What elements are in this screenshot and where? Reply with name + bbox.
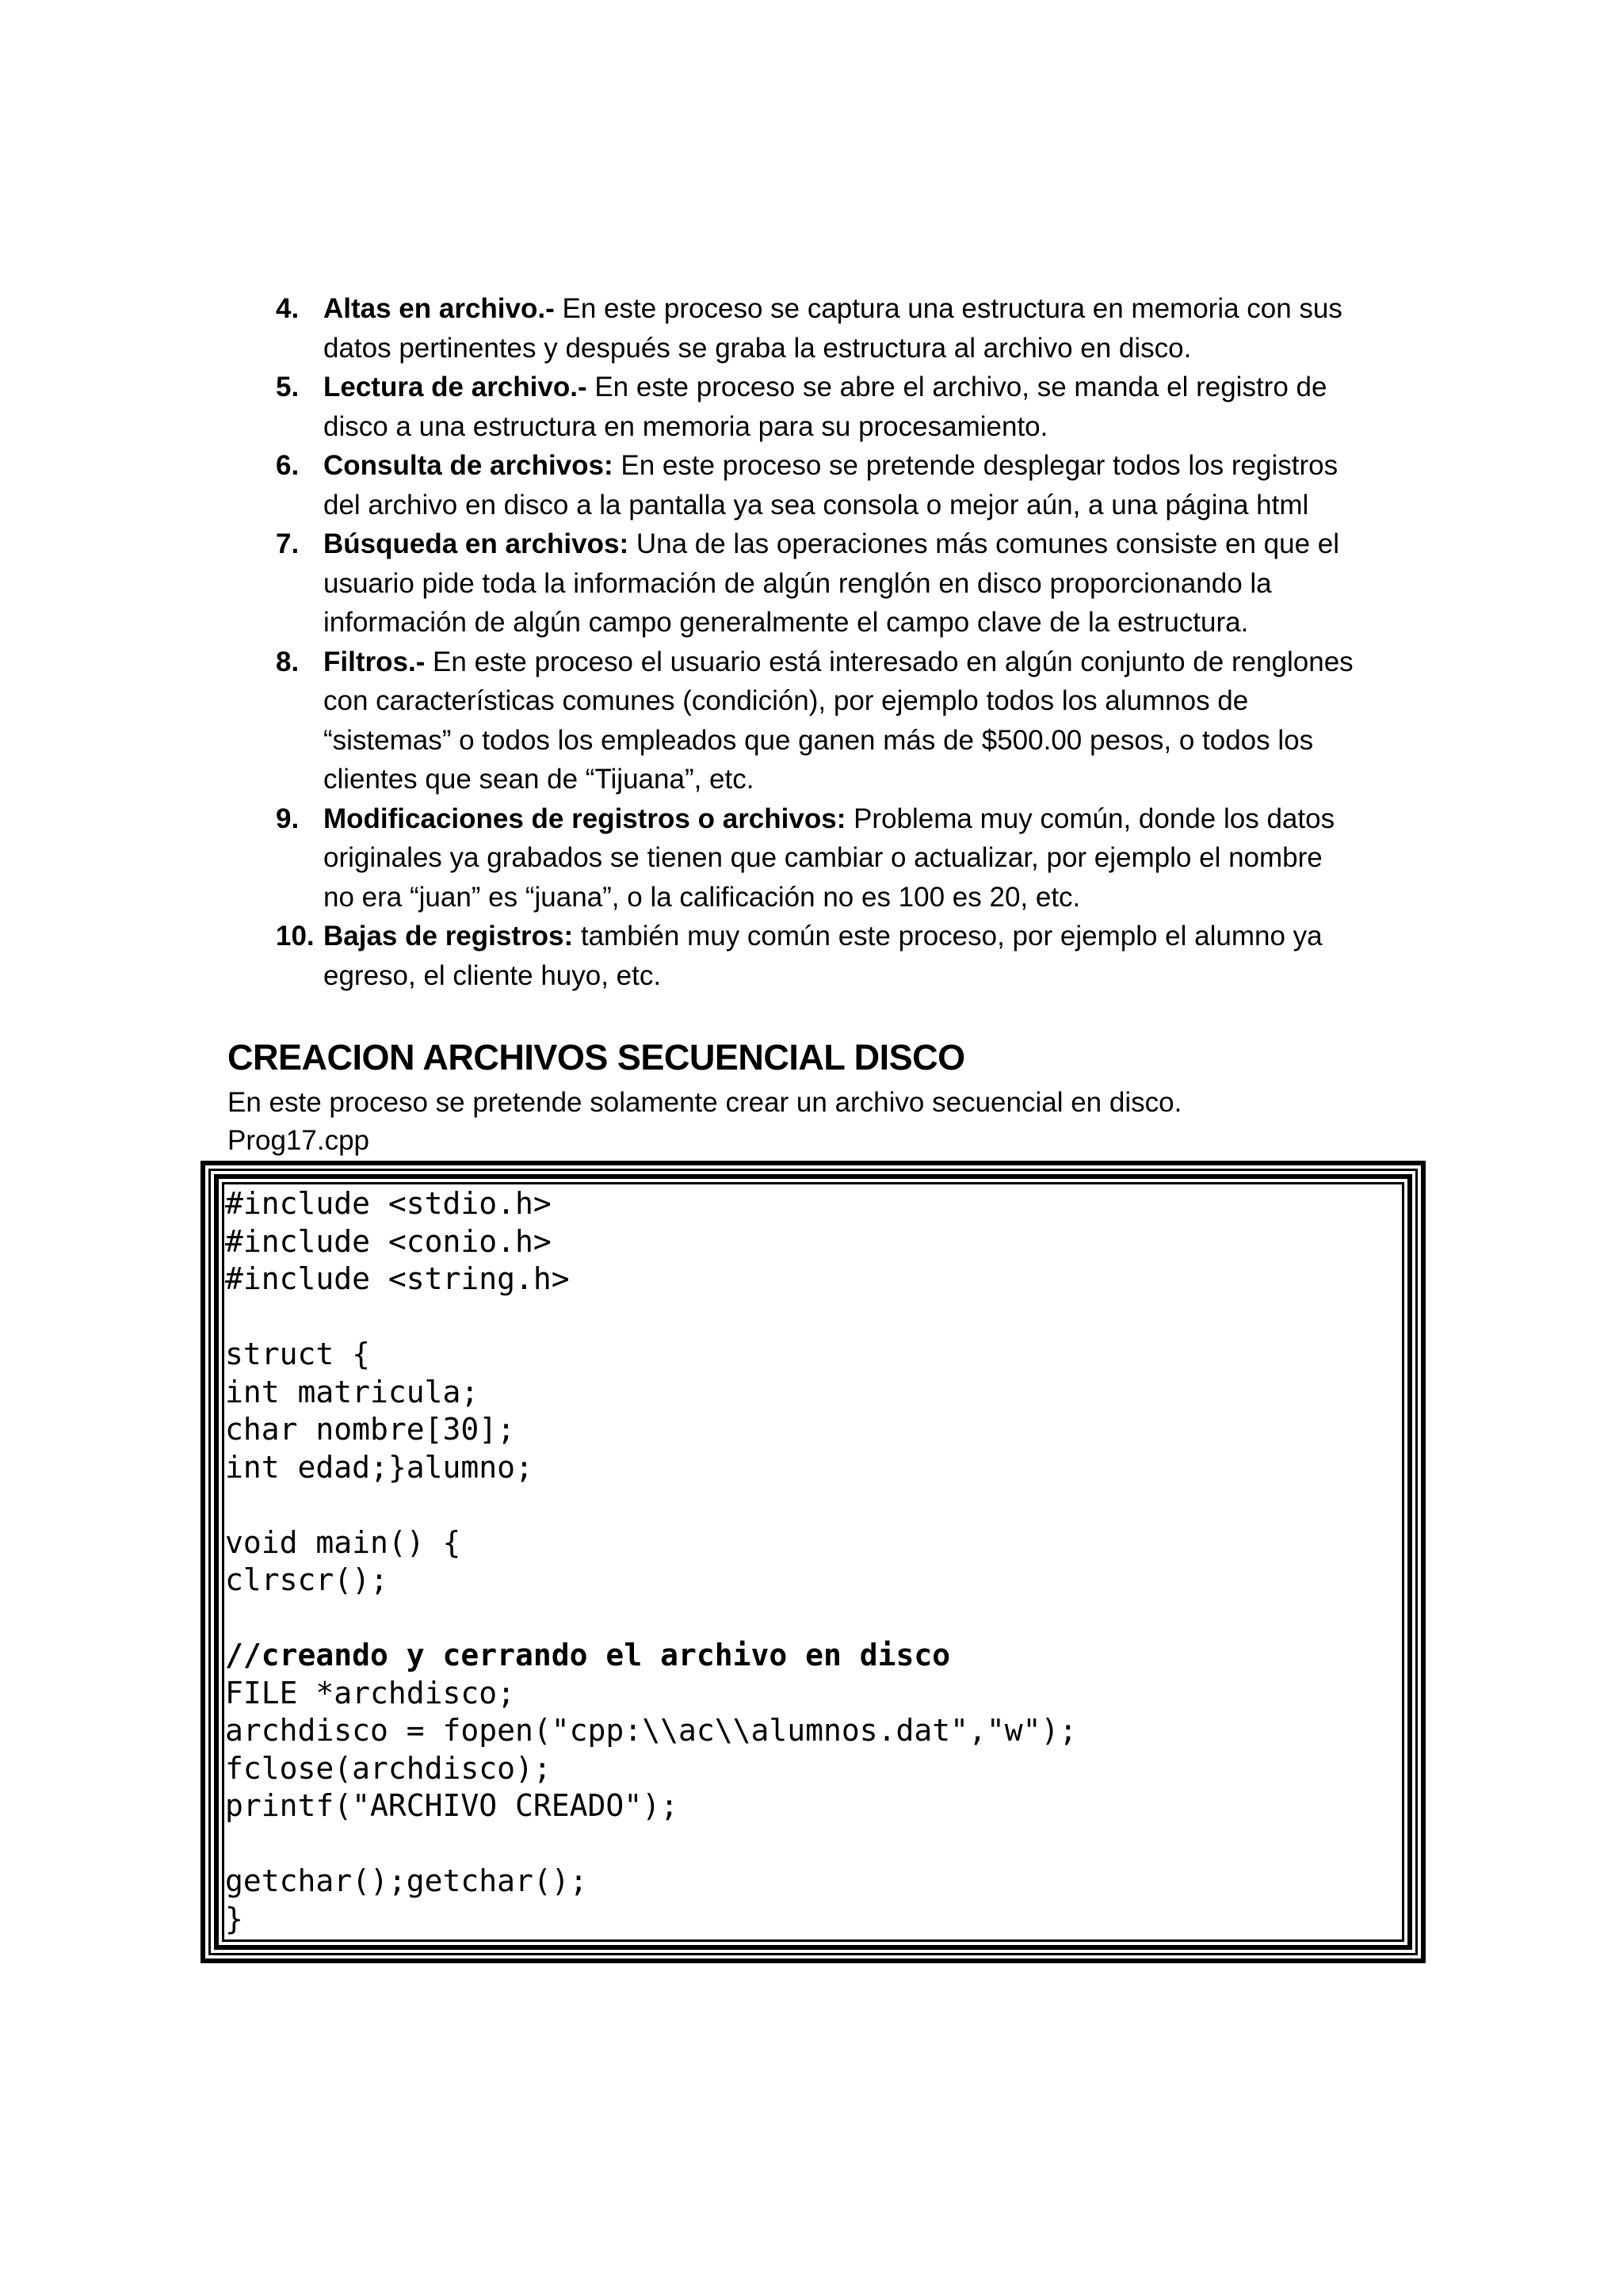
list-item-line: En este proceso se pretende desplegar todos los registros [613,450,1338,481]
list-item-text [323,293,1342,364]
list-item-text [323,528,1339,638]
list-item-text [323,803,1335,913]
code-line [225,1299,1398,1337]
code-line: clrscr(); [225,1562,388,1597]
list-item [276,446,1417,524]
code-line: #include <stdio.h> [225,1186,552,1221]
code-line: archdisco = fopen("cpp:\\ac\\alumnos.dat","w"); [225,1713,1078,1748]
list-item-term: Filtros.- [323,646,426,677]
list-item-text [323,921,1323,991]
list-item [276,289,1417,368]
code-line [225,1825,1398,1863]
list-item-number: 7. [276,528,300,559]
list-item-line: Una de las operaciones más comunes consiste en que el [628,528,1340,559]
list-item-term: Altas en archivo.- [323,293,555,324]
code-line: struct { [225,1337,371,1371]
code-line: #include <conio.h> [225,1223,552,1259]
list-item-line: disco a una estructura en memoria para su procesamiento. [323,410,1048,442]
code-line: char nombre[30]; [225,1412,516,1447]
list-item-number: 6. [276,450,300,481]
program-filename: Prog17.cpp [227,1125,370,1156]
list-item-line: En este proceso se abre el archivo, se manda el registro de [586,372,1327,402]
numbered-list [276,289,1417,995]
code-line: FILE *archdisco; [225,1675,516,1711]
list-item-line: originales ya grabados se tienen que cambiar o actualizar, por ejemplo el nombre [323,842,1323,873]
list-item-line: usuario pide toda la información de algún renglón en disco proporcionando la [323,567,1272,599]
list-item-line: del archivo en disco a la pantalla ya sea consola o mejor aún, a una página html [323,489,1309,521]
list-item-number: 8. [276,646,300,677]
code-line: void main() { [225,1524,461,1560]
list-item-term: Modificaciones de registros o archivos: [323,803,846,834]
list-item [276,524,1417,643]
section-intro: En este proceso se pretende solamente crear un archivo secuencial en disco. [227,1087,1182,1118]
code-line: int edad;}alumno; [225,1449,533,1485]
list-item-line: también muy común este proceso, por ejemplo el alumno ya [573,921,1323,952]
code-line: int matricula; [225,1374,479,1409]
list-item-line: egreso, el cliente huyo, etc. [323,959,662,991]
code-listing [225,1185,1398,1938]
list-item [276,643,1417,799]
list-item-line: Problema muy común, donde los datos [846,803,1335,834]
list-item-term: Búsqueda en archivos: [323,528,629,559]
list-item-number: 5. [276,372,300,402]
code-line [225,1600,1398,1638]
list-item-text [323,372,1327,442]
code-line: printf("ARCHIVO CREADO"); [225,1788,678,1823]
list-item-line: con características comunes (condición), por ejemplo todos los alumnos de [323,685,1249,716]
list-item-line: información de algún campo generalmente el campo clave de la estructura. [323,607,1249,638]
list-item-term: Lectura de archivo.- [323,372,587,402]
code-line: fclose(archdisco); [225,1750,552,1786]
code-line: #include <string.h> [225,1261,570,1296]
list-item-number: 9. [276,803,300,834]
list-item-line: clientes que sean de “Tijuana”, etc. [323,764,754,795]
list-item-line: datos pertinentes y después se graba la estructura al archivo en disco. [323,332,1192,364]
list-item-number: 4. [276,293,300,324]
code-line: getchar();getchar(); [225,1863,588,1898]
code-line [225,1486,1398,1524]
list-item-term: Bajas de registros: [323,921,574,952]
list-item-text [323,450,1338,521]
code-line: } [225,1901,243,1936]
list-item-line: “sistemas” o todos los empleados que ganen más de $500.00 pesos, o todos los [323,724,1314,756]
list-item-text [323,646,1354,795]
list-item [276,799,1417,917]
list-item [276,368,1417,446]
section-heading: CREACION ARCHIVOS SECUENCIAL DISCO [227,1037,965,1077]
list-item-line: En este proceso se captura una estructura en memoria con sus [554,293,1342,324]
list-item-line: no era “juan” es “juana”, o la calificación no es 100 es 20, etc. [323,881,1081,913]
list-item-line: En este proceso el usuario está interesado en algún conjunto de renglones [425,646,1354,677]
list-item [276,917,1417,995]
list-item-number: 10. [276,921,315,952]
list-item-term: Consulta de archivos: [323,450,613,481]
code-comment-line: //creando y cerrando el archivo en disco [225,1638,951,1672]
